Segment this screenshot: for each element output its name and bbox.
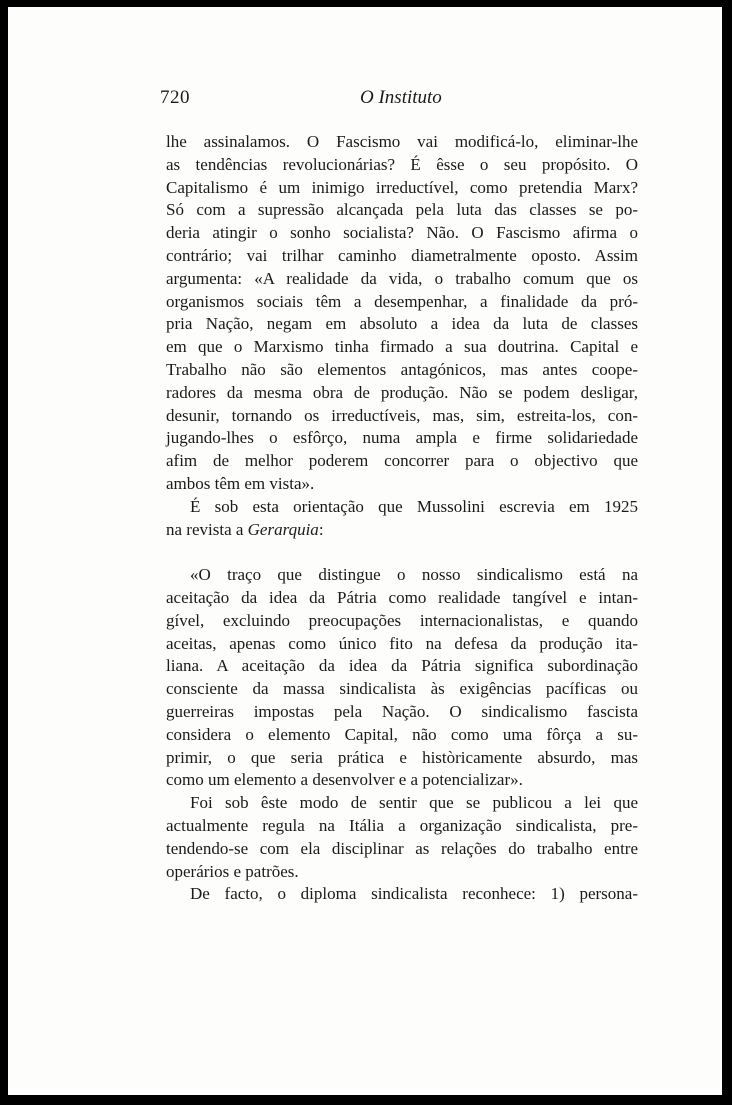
text-line: primir, o que seria prática e històricamente absurdo, mas [166, 747, 638, 767]
text-segment: na revista a [166, 519, 248, 539]
page-header [8, 87, 722, 113]
text-line: contrário; vai trilhar caminho diametralmente oposto. Assim [166, 245, 638, 265]
text-line: operários e patrões. [166, 861, 299, 881]
text-line: aceitas, apenas como único fito na defesa da produção ita- [166, 633, 638, 653]
paragraph-1 [166, 131, 638, 496]
journal-title: Gerarquia [247, 519, 319, 539]
text-line: Só com a supressão alcançada pela luta das classes se po- [166, 200, 638, 220]
text-line: Trabalho não são elementos antagónicos, mas antes coope- [166, 359, 638, 379]
text-line: como um elemento a desenvolver e a potencializar». [166, 770, 523, 790]
body-text [166, 131, 638, 906]
text-line: actualmente regula na Itália a organização sindicalista, pre- [166, 815, 638, 835]
text-line: consciente da massa sindicalista às exigências pacíficas ou [166, 679, 638, 699]
text-segment: : [318, 519, 324, 539]
paragraph-4 [166, 792, 638, 883]
text-line: as tendências revolucionárias? É êsse o seu propósito. O [166, 154, 638, 174]
text-line: em que o Marxismo tinha firmado a sua doutrina. Capital e [166, 337, 638, 357]
text-line: aceitação da idea da Pátria como realidade tangível e intan- [166, 587, 638, 607]
text-line: radores da mesma obra de produção. Não se podem desligar, [166, 382, 638, 402]
paragraph-3 [166, 564, 638, 792]
paragraph-gap [166, 541, 638, 564]
text-line: considera o elemento Capital, não como uma fôrça a su- [166, 724, 638, 744]
text-line: tendendo-se com ela disciplinar as relações do trabalho entre [166, 838, 638, 858]
text-line: lhe assinalamos. O Fascismo vai modificá-lo, eliminar-lhe [166, 132, 638, 151]
text-line: «O traço que distingue o nosso sindicalismo está na [190, 565, 638, 585]
text-line: Capitalismo é um inimigo irreductível, como pretendia Marx? [166, 177, 638, 197]
running-title: O Instituto [360, 87, 442, 108]
text-line: gível, excluindo preocupações internacionalistas, e quando [166, 610, 638, 630]
text-line: ambos têm em vista». [166, 473, 315, 493]
text-line: pria Nação, negam em absoluto a idea da luta de classes [166, 314, 638, 334]
text-line: argumenta: «A realidade da vida, o trabalho comum que os [166, 268, 638, 288]
paragraph-5 [166, 883, 638, 906]
text-line: afim de melhor poderem concorrer para o objectivo que [166, 451, 638, 471]
paragraph-2 [166, 496, 638, 542]
text-line: organismos sociais têm a desempenhar, a finalidade da pró- [166, 291, 638, 311]
text-line: Foi sob êste modo de sentir que se publicou a lei que [190, 793, 638, 813]
text-line: liana. A aceitação da idea da Pátria significa subordinação [166, 656, 638, 676]
text-line [166, 519, 638, 542]
text-line: jugando-lhes o esfôrço, numa ampla e firme solidariedade [166, 428, 638, 448]
text-line: desunir, tornando os irreductíveis, mas, sim, estreita-los, con- [166, 405, 638, 425]
text-line: guerreiras impostas pela Nação. O sindicalismo fascista [166, 701, 638, 721]
book-page [8, 7, 722, 1095]
text-line: De facto, o diploma sindicalista reconhece: 1) persona- [190, 884, 638, 904]
text-line: É sob esta orientação que Mussolini escrevia em 1925 [190, 496, 638, 516]
page-number: 720 [160, 87, 190, 108]
text-line: deria atingir o sonho socialista? Não. O Fascismo afirma o [166, 223, 638, 243]
